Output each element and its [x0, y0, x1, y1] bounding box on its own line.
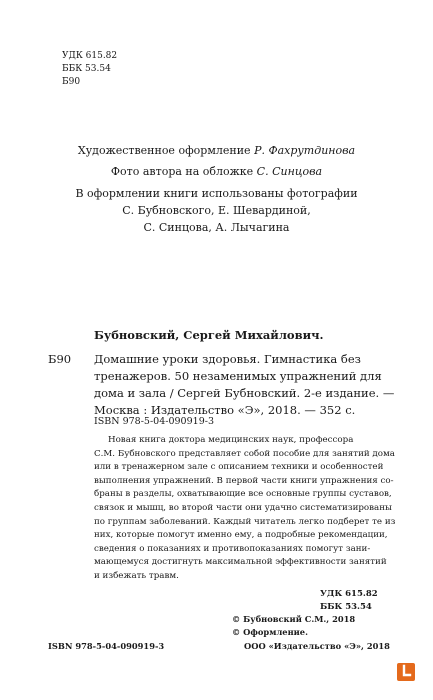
- design-credit-name: Р. Фахрутдинова: [254, 144, 356, 157]
- catalog-author: Бубновский, Сергей Михайлович.: [94, 328, 324, 342]
- annotation-line: Новая книга доктора медицинских наук, профессора: [108, 435, 354, 445]
- copyright-publisher: ООО «Издательство «Э», 2018: [244, 641, 390, 651]
- biblio-line: Домашние уроки здоровья. Гимнастика без: [94, 352, 361, 366]
- annotation-line: по группам заболеваний. Каждый читатель легко подберет те из: [94, 516, 396, 527]
- annotation-line: сведения о показаниях и противопоказаниях помогут зани-: [94, 543, 371, 554]
- annotation-line: них, которые помогут именно ему, а подробные рекомендации,: [94, 530, 388, 541]
- copyright-author: © Бубновский С.М., 2018: [232, 614, 356, 624]
- design-credit: [0, 142, 433, 159]
- biblio-line: тренажеров. 50 незаменимых упражнений для: [94, 369, 382, 383]
- annotation-line: связок и мышц, во второй части они удачно систематизированы: [94, 502, 392, 513]
- bottom-bbk-code: ББК 53.54: [320, 602, 372, 612]
- annotation-line: С.М. Бубновского представляет собой пособие для занятий дома: [94, 448, 395, 459]
- classification-codes: [62, 50, 117, 89]
- photo-credit-label: Фото автора на обложке: [110, 165, 254, 178]
- bibliographic-description: [94, 351, 394, 419]
- publisher-logo-icon: [397, 663, 415, 681]
- annotation: [94, 434, 395, 584]
- photo-credit-name: С. Синцова: [256, 165, 323, 178]
- biblio-line: дома и зала / Сергей Бубновский. 2-е издание. —: [94, 386, 395, 400]
- bottom-udk-code: УДК 615.82: [320, 589, 378, 599]
- annotation-line: выполнения упражнений. В первой части книги упражнения со-: [94, 475, 394, 486]
- annotation-line: или в тренажерном зале с описанием техники и особенностей: [94, 462, 384, 473]
- bottom-classification-codes: [320, 588, 378, 614]
- photo-credit: [0, 163, 433, 180]
- author-sign: Б90: [62, 77, 81, 87]
- bottom-isbn: ISBN 978-5-04-090919-3: [48, 641, 165, 651]
- annotation-line: мающемуся достигнуть максимальной эффективности занятий: [94, 557, 387, 568]
- bbk-code: ББК 53.54: [62, 64, 111, 74]
- annotation-line: и избежать травм.: [94, 570, 179, 581]
- catalog-isbn: ISBN 978-5-04-090919-3: [94, 416, 214, 427]
- photos-credit-line-2: С. Бубновского, Е. Шевардиной,: [122, 204, 311, 217]
- design-credit-label: Художественное оформление: [77, 144, 251, 157]
- biblio-line: Москва : Издательство «Э», 2018. — 352 с.: [94, 403, 356, 417]
- catalog-code: Б90: [48, 352, 72, 366]
- annotation-line: браны в разделы, охватывающие все основные группы суставов,: [94, 489, 392, 500]
- udk-code: УДК 615.82: [62, 51, 118, 61]
- photos-credit-line-3: С. Синцова, А. Лычагина: [143, 221, 290, 234]
- photos-credit-line-1: В оформлении книги использованы фотографии: [75, 187, 358, 200]
- copyright-design: © Оформление.: [232, 627, 308, 637]
